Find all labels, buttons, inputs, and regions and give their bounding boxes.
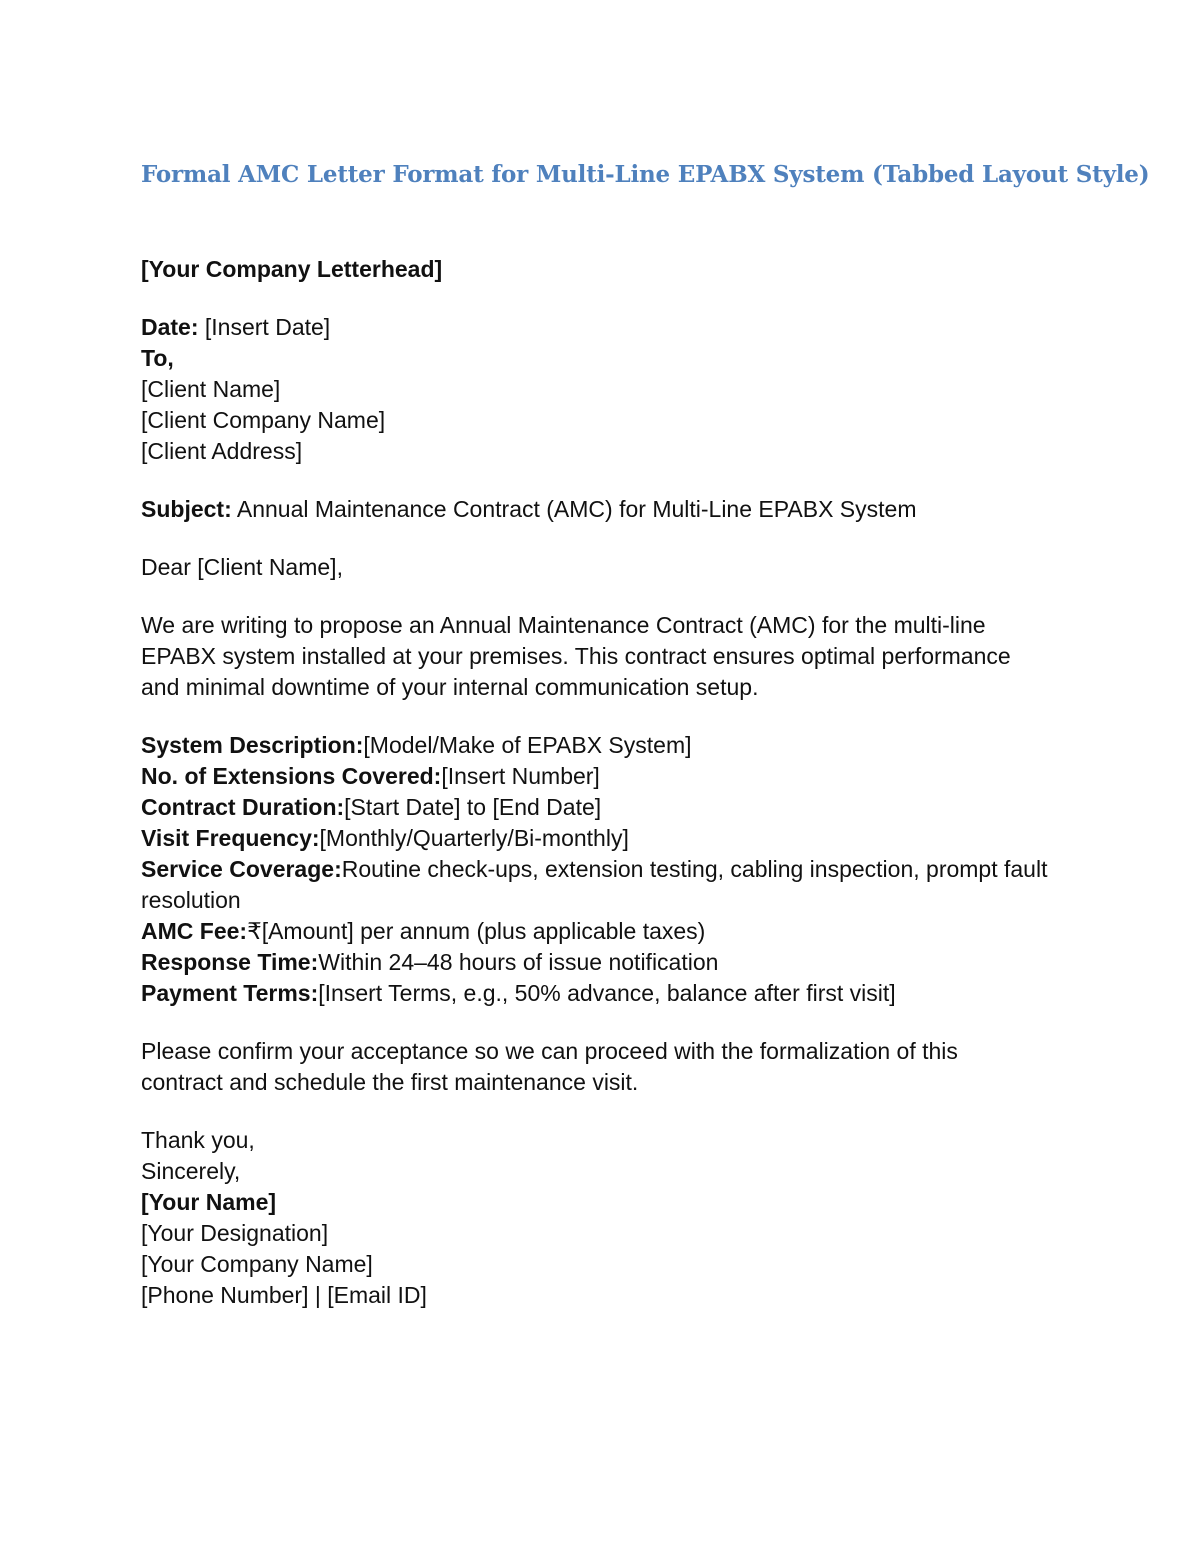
detail-row (141, 916, 1071, 947)
detail-row (141, 730, 1071, 761)
subject-value: Annual Maintenance Contract (AMC) for Multi-Line EPABX System (231, 496, 917, 522)
detail-value: ₹[Amount] per annum (plus applicable taxes) (247, 918, 706, 944)
detail-value: [Monthly/Quarterly/Bi-monthly] (319, 825, 629, 851)
address-block (141, 312, 1071, 467)
detail-label: Payment Terms: (141, 980, 319, 1006)
closing-paragraph: Please confirm your acceptance so we can proceed with the formalization of this contract and schedule the first maintenance visit. (141, 1038, 958, 1095)
detail-row (141, 947, 1071, 978)
detail-row (141, 761, 1071, 792)
detail-row (141, 854, 1071, 916)
detail-value: [Insert Number] (441, 763, 600, 789)
detail-label: AMC Fee: (141, 918, 248, 944)
subject-line (141, 494, 1071, 525)
signer-name: [Your Name] (141, 1189, 277, 1215)
client-name: [Client Name] (141, 376, 281, 402)
salutation: Dear [Client Name], (141, 554, 343, 580)
date-label: Date: (141, 314, 199, 340)
intro-paragraph: We are writing to propose an Annual Maintenance Contract (AMC) for the multi-line EPABX system installed at your premises. This contract ensures optimal performance and minimal downtime of your internal communication setup. (141, 612, 1011, 700)
subject-label: Subject: (141, 496, 232, 522)
signature-block (141, 1125, 1071, 1311)
detail-label: Service Coverage: (141, 856, 342, 882)
detail-value: Within 24–48 hours of issue notification (318, 949, 719, 975)
detail-label: Visit Frequency: (141, 825, 320, 851)
detail-row (141, 823, 1071, 854)
client-address: [Client Address] (141, 438, 303, 464)
signer-contact: [Phone Number] | [Email ID] (141, 1282, 427, 1308)
document-title: Formal AMC Letter Format for Multi-Line EPABX System (Tabbed Layout Style) (141, 161, 1150, 188)
detail-value: [Start Date] to [End Date] (344, 794, 602, 820)
date-line (141, 312, 1071, 343)
signer-company: [Your Company Name] (141, 1251, 373, 1277)
detail-label: Response Time: (141, 949, 319, 975)
signer-designation: [Your Designation] (141, 1220, 329, 1246)
client-company: [Client Company Name] (141, 407, 386, 433)
thanks-line: Thank you, (141, 1127, 255, 1153)
detail-label: System Description: (141, 732, 364, 758)
detail-label: Contract Duration: (141, 794, 345, 820)
detail-row (141, 978, 1071, 1009)
letter-body (141, 156, 1150, 1311)
detail-row (141, 792, 1071, 823)
detail-label: No. of Extensions Covered: (141, 763, 442, 789)
contract-details (141, 730, 1071, 1009)
detail-value: [Insert Terms, e.g., 50% advance, balance after first visit] (318, 980, 896, 1006)
company-letterhead: [Your Company Letterhead] (141, 256, 443, 282)
sincerely-line: Sincerely, (141, 1158, 241, 1184)
detail-value: [Model/Make of EPABX System] (363, 732, 692, 758)
date-value: [Insert Date] (198, 314, 331, 340)
to-label: To, (141, 345, 174, 371)
detail-value: Routine check-ups, extension testing, cabling inspection, prompt fault resolution (141, 856, 1048, 913)
